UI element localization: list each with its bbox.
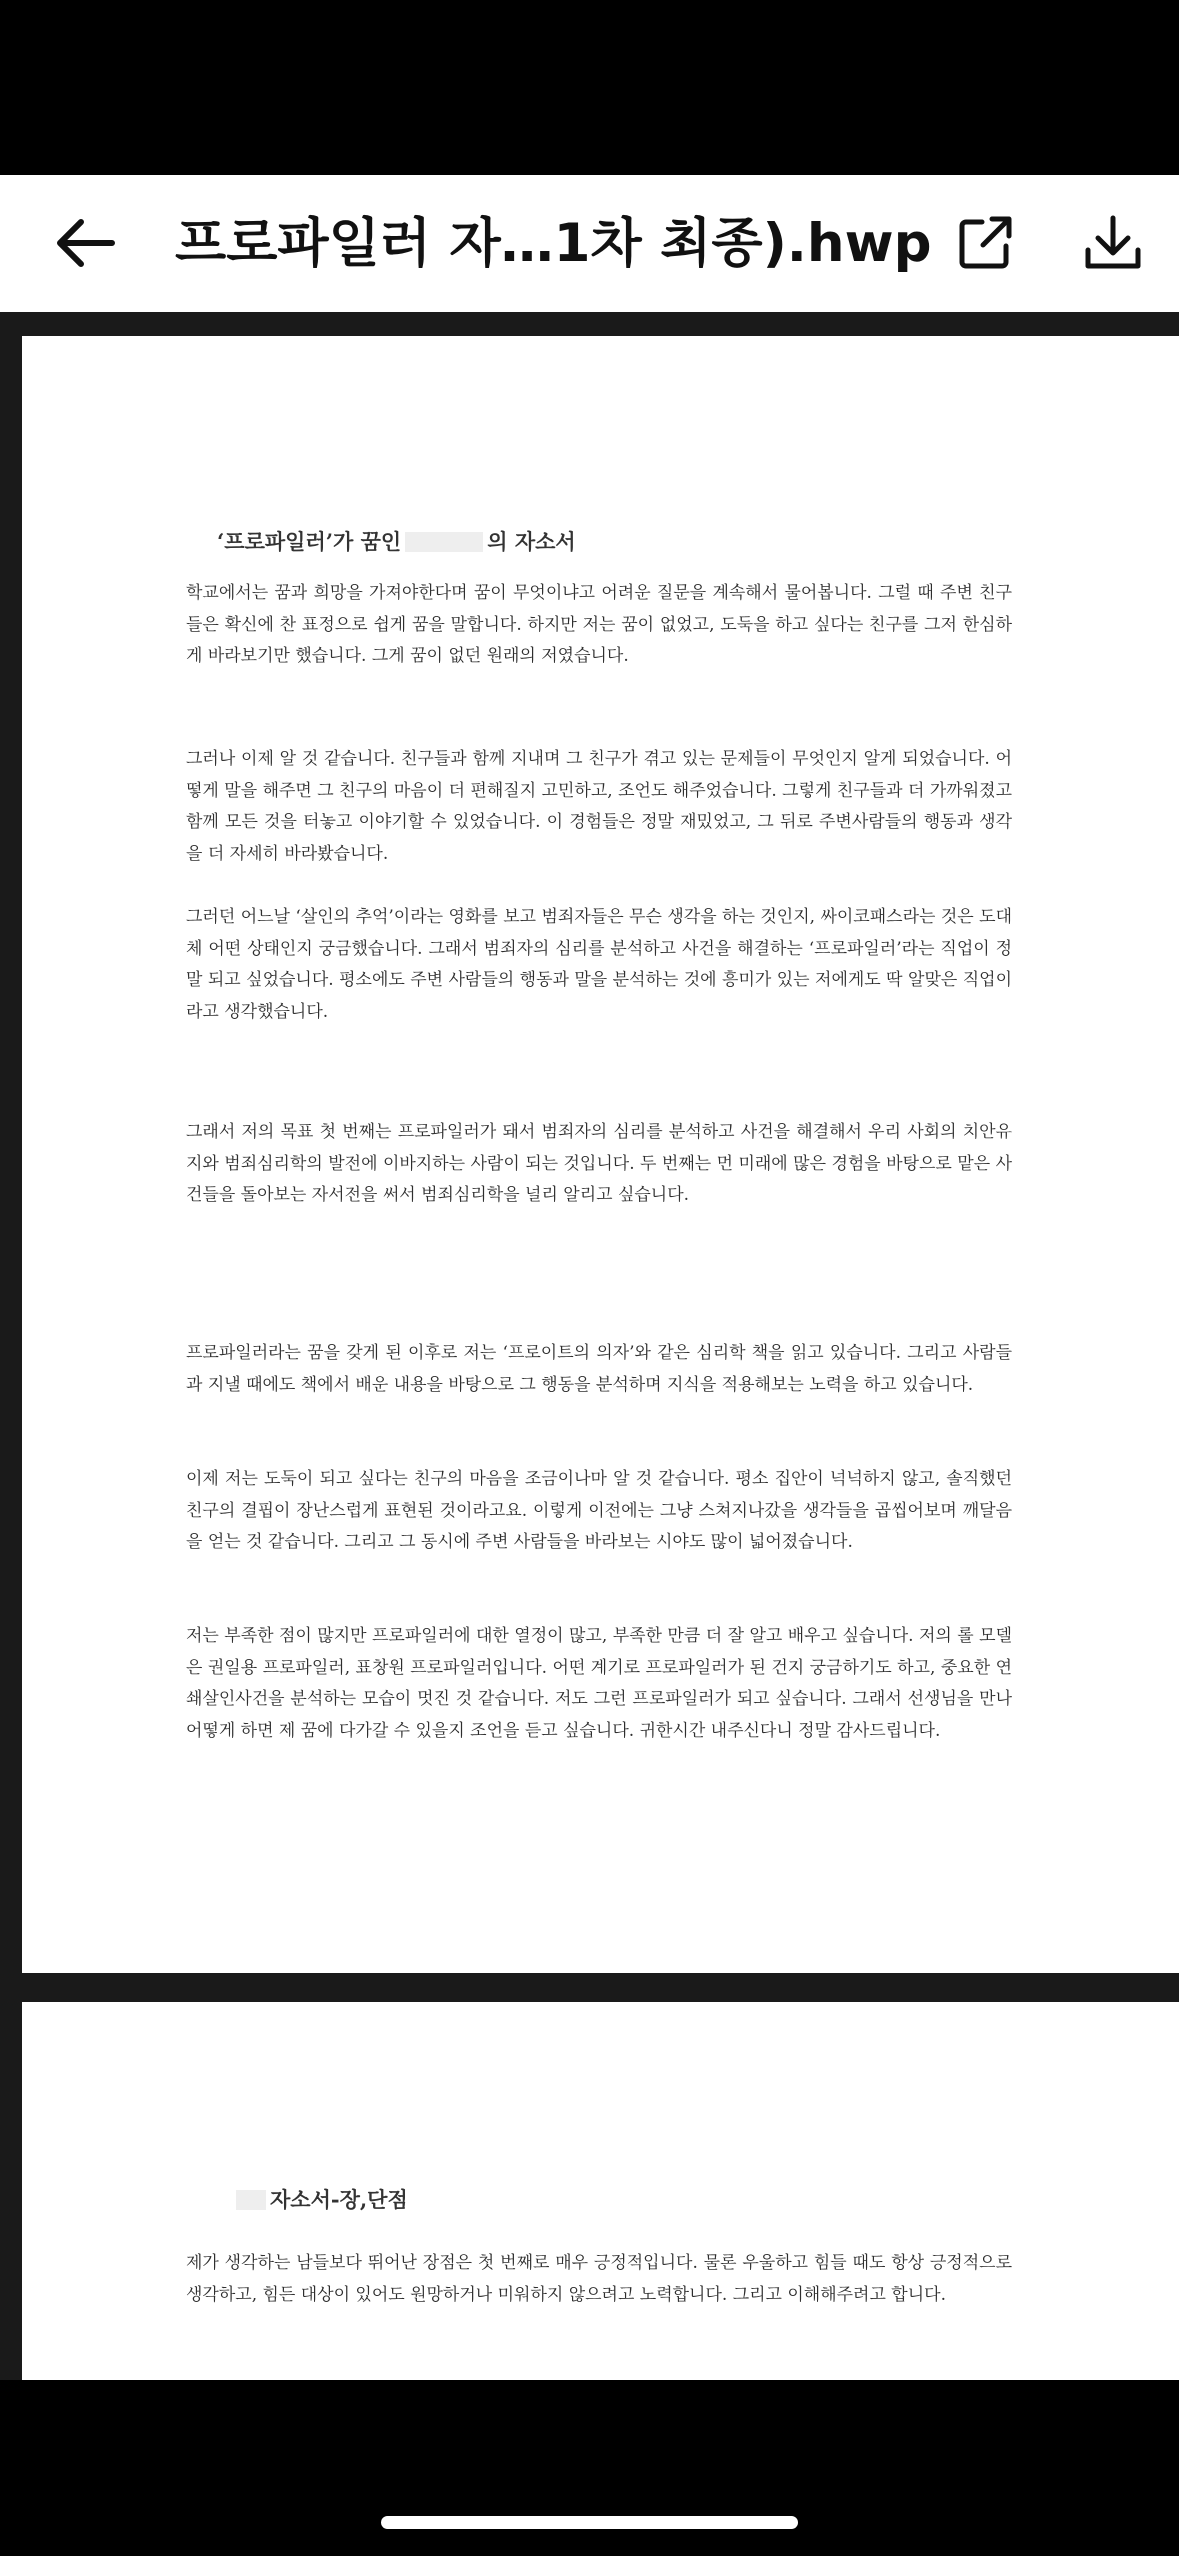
paragraph: 제가 생각하는 남들보다 뛰어난 장점은 첫 번째로 매우 긍정적입니다. 물론 우울하고 힘들 때도 항상 긍정적으로 생각하고, 힘든 대상이 있어도 원망하거나 미워하지 않으려고 노력합니다. 그리고 이해해주려고 합니다. [186,2253,1012,2305]
document-heading [232,2184,408,2214]
download-icon [1083,214,1143,272]
external-link-icon [956,214,1014,272]
arrow-left-icon [54,218,116,268]
download-button[interactable] [1073,203,1153,283]
paragraph: 그래서 저의 목표 첫 번째는 프로파일러가 돼서 범죄자의 심리를 분석하고 사건을 해결해서 우리 사회의 치안유지와 범죄심리학의 발전에 이바지하는 사람이 되는 것입니다. 두 번째는 먼 미래에 많은 경험을 바탕으로 맡은 사건들을 돌아보는 자서전을 써서 범죄심리학을 널리 알리고 싶습니다. [186,1122,1012,1205]
redacted-name [236,2190,266,2210]
document-page-1 [22,336,1179,1973]
document-viewer[interactable] [0,312,1179,2380]
heading-prefix: ‘프로파일러’가 꿈인 [217,529,402,554]
document-title: 프로파일러 자…1차 최종).hwp [175,213,932,274]
home-indicator[interactable] [381,2516,798,2529]
open-external-button[interactable] [945,203,1025,283]
heading-suffix: 의 자소서 [487,529,576,554]
back-button[interactable] [40,203,130,283]
redacted-name [405,532,483,552]
document-heading [217,526,576,556]
paragraph: 이제 저는 도둑이 되고 싶다는 친구의 마음을 조금이나마 알 것 같습니다. 평소 집안이 넉넉하지 않고, 솔직했던 친구의 결핍이 장난스럽게 표현된 것이라고요. 이렇게 이전에는 그냥 스쳐지나갔을 생각들을 곱씹어보며 깨달음을 얻는 것 같습니다. 그리고 그 동시에 주변 사람들을 바라보는 시야도 많이 넓어졌습니다. [186,1469,1012,1552]
paragraph: 그러나 이제 알 것 같습니다. 친구들과 함께 지내며 그 친구가 겪고 있는 문제들이 무엇인지 알게 되었습니다. 어떻게 말을 해주면 그 친구의 마음이 더 편해질지 고민하고, 조언도 해주었습니다. 그렇게 친구들과 더 가까워졌고 함께 모든 것을 터놓고 이야기할 수 있었습니다. 이 경험들은 정말 재밌었고, 그 뒤로 주변사람들의 행동과 생각을 더 자세히 바라봤습니다. [186,749,1012,864]
paragraph: 저는 부족한 점이 많지만 프로파일러에 대한 열정이 많고, 부족한 만큼 더 잘 알고 배우고 싶습니다. 저의 롤 모델은 권일용 프로파일러, 표창원 프로파일러입니다. 어떤 계기로 프로파일러가 된 건지 궁금하기도 하고, 중요한 연쇄살인사건을 분석하는 모습이 멋진 것 같습니다. 저도 그런 프로파일러가 되고 싶습니다. 그래서 선생님을 만나 어떻게 하면 제 꿈에 다가갈 수 있을지 조언을 듣고 싶습니다. 귀한시간 내주신다니 정말 감사드립니다. [186,1626,1012,1741]
paragraph: 학교에서는 꿈과 희망을 가져야한다며 꿈이 무엇이냐고 어려운 질문을 계속해서 물어봅니다. 그럴 때 주변 친구들은 확신에 찬 표정으로 쉽게 꿈을 말합니다. 하지만 저는 꿈이 없었고, 도둑을 하고 싶다는 친구를 그저 한심하게 바라보기만 했습니다. 그게 꿈이 없던 원래의 저였습니다. [186,583,1012,666]
paragraph: 프로파일러라는 꿈을 갖게 된 이후로 저는 ‘프로이트의 의자’와 같은 심리학 책을 읽고 있습니다. 그리고 사람들과 지낼 때에도 책에서 배운 내용을 바탕으로 그 행동을 분석하며 지식을 적용해보는 노력을 하고 있습니다. [186,1343,1012,1395]
paragraph: 그러던 어느날 ‘살인의 추억’이라는 영화를 보고 범죄자들은 무슨 생각을 하는 것인지, 싸이코패스라는 것은 도대체 어떤 상태인지 궁금했습니다. 그래서 범죄자의 심리를 분석하고 사건을 해결하는 ‘프로파일러’라는 직업이 정말 되고 싶었습니다. 평소에도 주변 사람들의 행동과 말을 분석하는 것에 흥미가 있는 저에게도 딱 알맞은 직업이라고 생각했습니다. [186,907,1012,1022]
top-app-bar [0,175,1179,312]
heading-suffix: 자소서-장,단점 [270,2187,408,2212]
document-page-2 [22,2002,1179,2380]
